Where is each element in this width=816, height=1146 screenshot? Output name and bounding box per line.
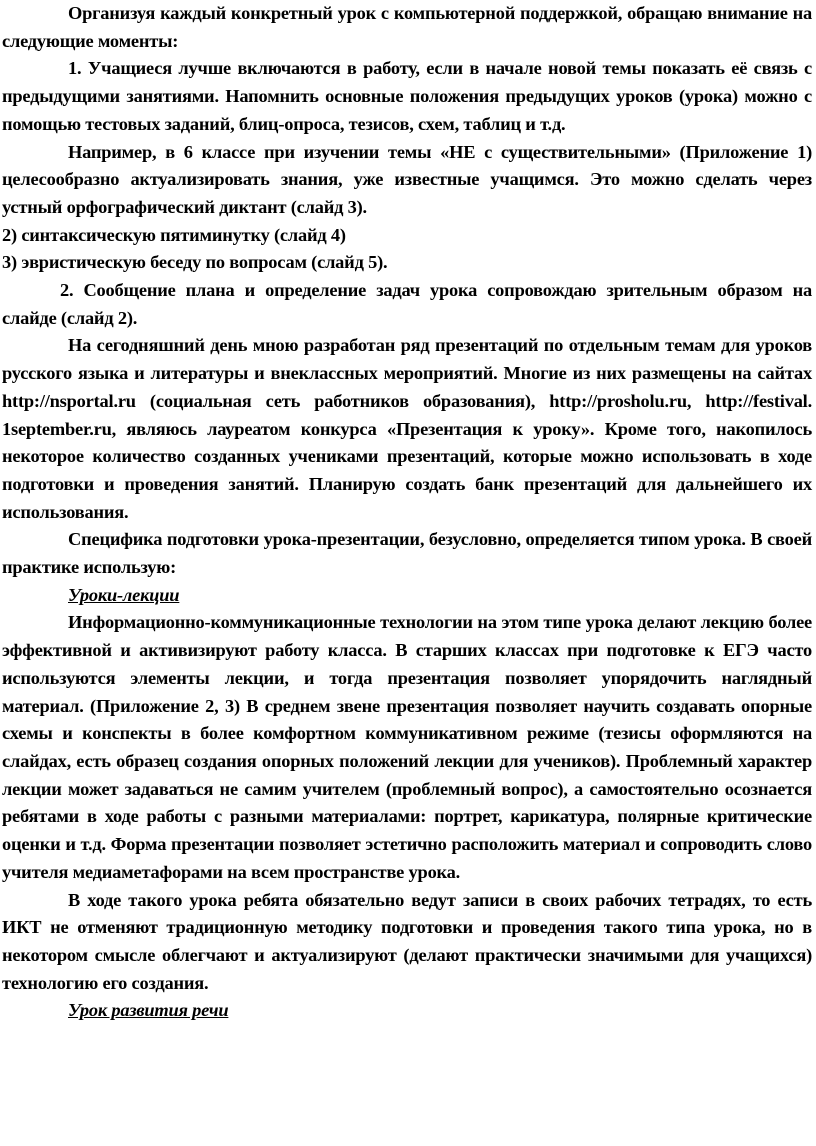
paragraph-lectures: Информационно-коммуникационные технологии на этом типе урока делают лекцию более эффективной и активизируют работу класса. В старших классах при подготовке к ЕГЭ часто используются элементы лекции, и тогда презентация позволяет упорядочить наглядный материал. (Приложение 2, 3) В среднем звене презентация позволяет научить создавать опорные схемы и конспекты в более комфортном коммуникативном режиме (тезисы оформляются на слайдах, есть образец создания опорных положений лекции для учеников). Проблемный характер лекции может задаваться не самим учителем (проблемный вопрос), а самостоятельно осознается ребятами в ходе работы с разными материалами: портрет, карикатура, полярные критические оценки и т.д. Форма презентации позволяет эстетично расположить материал и сопроводить слово учителя медиаметафорами на всем пространстве урока. — [2, 612, 812, 882]
paragraph-example: Например, в 6 классе при изучении темы «НЕ с существительными» (Приложение 1) целесообразно актуализировать знания, уже известные учащимся. Это можно сделать через устный орфографический диктант (слайд 3). — [2, 141, 812, 217]
paragraph-notes: В ходе такого урока ребята обязательно ведут записи в своих рабочих тетрадях, то есть ИКТ не отменяют традиционную методику подготовки и проведения такого типа урока, но в некотором смысле облегчают и актуализируют (делают практически значимыми для учащихся) технологию его создания. — [2, 889, 812, 993]
paragraph-specifics: Специфика подготовки урока-презентации, безусловно, определяется типом урока. В своей практике использую: — [2, 529, 812, 578]
paragraph-list-item-2: 2) синтаксическую пятиминутку (слайд 4) — [2, 224, 346, 245]
paragraph-presentations: На сегодняшний день мною разработан ряд презентаций по отдельным темам для уроков русского языка и литературы и внеклассных мероприятий. Многие из них размещены на сайтах http://nsportal.ru (социальная сеть работников образования), http://prosholu.ru, http://festival. 1september.ru, являюсь лауреатом конкурса «Презентация к уроку». Кроме того, накопилось некоторое количество созданных учениками презентаций, которые можно использовать в ходе подготовки и проведения занятий. Планирую создать банк презентаций для дальнейшего их использования. — [2, 335, 812, 522]
heading-lectures: Уроки-лекции — [68, 584, 180, 605]
paragraph-point-2: 2. Сообщение плана и определение задач урока сопровождаю зрительным образом на слайде (слайд 2). — [2, 280, 812, 328]
paragraph-list-item-3: 3) эвристическую беседу по вопросам (слайд 5). — [2, 252, 388, 273]
heading-speech-development: Урок развития речи — [68, 1000, 229, 1021]
paragraph-point-1: 1. Учащиеся лучше включаются в работу, если в начале новой темы показать её связь с предыдущими занятиями. Напомнить основные положения предыдущих уроков (урока) можно с помощью тестовых заданий, блиц-опроса, тезисов, схем, таблиц и т.д. — [2, 58, 812, 134]
paragraph-intro: Организуя каждый конкретный урок с компьютерной поддержкой, обращаю внимание на следующие моменты: — [2, 3, 812, 51]
